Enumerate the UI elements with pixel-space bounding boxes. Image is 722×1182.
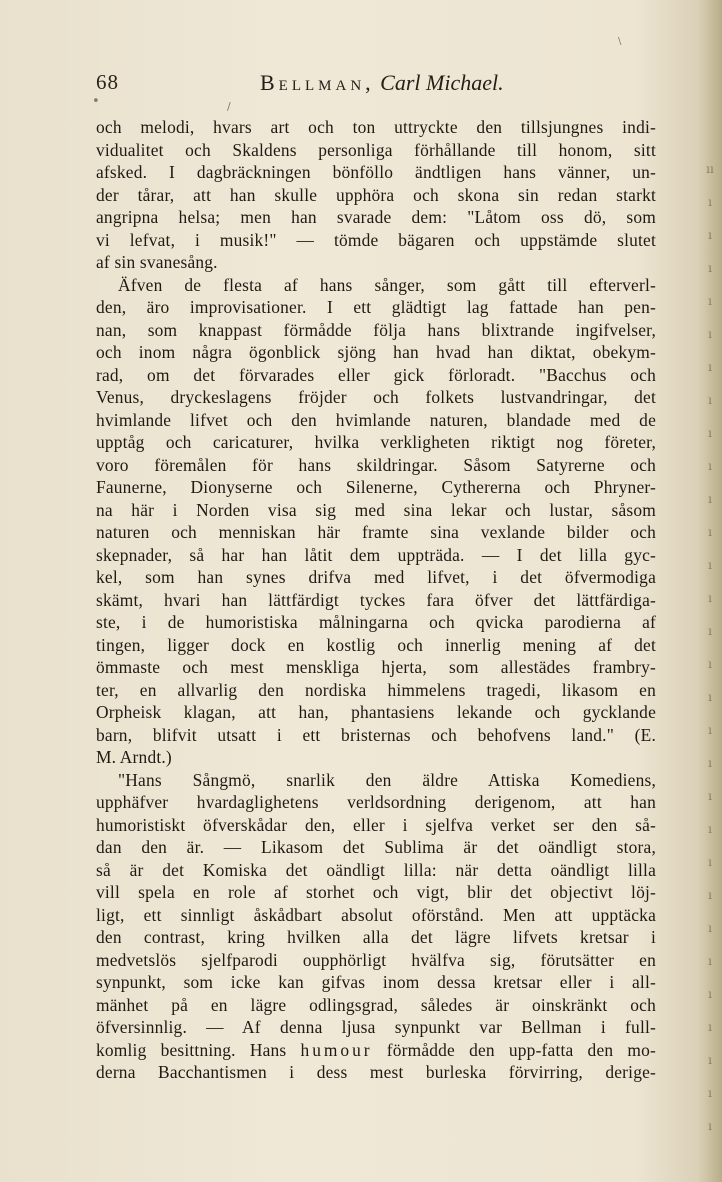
text-line: af sin svanesång. xyxy=(96,252,218,272)
text-line: ömmaste och mest menskliga hjerta, som allestädes frambry- xyxy=(96,657,656,677)
text-line: M. Arndt.) xyxy=(96,747,172,767)
text-line: angripna helsa; men han svarade dem: "Låtom oss dö, som xyxy=(96,207,656,227)
text-line: Venus, dryckeslagens fröjder och folkets lustvandringar, det xyxy=(96,387,656,407)
ink-speck: / xyxy=(227,100,231,113)
running-head xyxy=(260,70,504,96)
ink-speck: \ xyxy=(618,36,622,47)
text-line: skepnader, så har han låtit dem uppträda. — I det lilla gyc- xyxy=(96,544,656,565)
text-line: ste, i de humoristiska målningarna och qvicka parodierna af xyxy=(96,612,656,632)
text-line: synpunkt, som icke kan gifvas inom dessa kretsar eller i all- xyxy=(96,972,656,992)
text-line: barn, blifvit utsatt i ett bristernas och behofvens land." (E. xyxy=(96,724,656,745)
text-line: ter, en allvarlig den nordiska himmelens tragedi, likasom en xyxy=(96,679,656,700)
text-line: upphäfver hvardaglighetens verldsordning derigenom, att han xyxy=(96,792,656,812)
text-line: naturen och menniskan här framte sina vexlande bilder och xyxy=(96,522,656,542)
page-edge xyxy=(696,0,722,1182)
text-line: och inom några ögonblick sjöng han hvad han diktat, obekym- xyxy=(96,342,656,362)
running-head-surname: Bellman, xyxy=(260,70,375,95)
text-line: Faunerne, Dionyserne och Silenerne, Cythererna och Phryner- xyxy=(96,477,656,497)
text-line: derna Bacchantismen i dess mest burleska förvirring, derige- xyxy=(96,1062,656,1082)
text-line: rad, om det förvarades eller gick förloradt. "Bacchus och xyxy=(96,364,656,385)
text-line: den, äro improvisationer. I ett glädtigt lag fattade han pen- xyxy=(96,297,656,317)
text-line: vill spela en role af storhet och vigt, blir det objectivt löj- xyxy=(96,882,656,902)
ink-speck: • xyxy=(92,94,100,109)
text-line: vidualitet och Skaldens personliga förhållande till honom, sitt xyxy=(96,139,656,160)
text-segment: komlig besittning. Hans xyxy=(96,1039,301,1060)
text-line: Äfven de flesta af hans sånger, som gått till efterverl- xyxy=(118,274,656,295)
text-line: humoristiskt öfverskådar den, eller i sjelfva verket ser den så- xyxy=(96,814,656,835)
text-line: skämt, hvari han lättfärdigt tyckes fara öfver det lättfärdiga- xyxy=(96,589,656,610)
body-text xyxy=(96,116,656,1084)
text-line: hvimlande lifvet och den hvimlande naturen, blandade med de xyxy=(96,409,656,430)
emphasis-humour: humour xyxy=(300,1039,373,1060)
text-line: så är det Komiska det oändligt lilla: när detta oändligt lilla xyxy=(96,859,656,880)
text-line: vi lefvat, i musik!" — tömde bägaren och uppstämde slutet xyxy=(96,229,656,250)
text-line: ligt, ett sinnligt åskådbart absolut oförstånd. Men att upptäcka xyxy=(96,904,656,925)
text-line: Orpheisk klagan, att han, phantasiens lekande och gycklande xyxy=(96,702,656,722)
text-line: upptåg och caricaturer, hvilka verkligheten riktigt nog företer, xyxy=(96,432,656,452)
text-line: mänhet på en lägre odlingsgrad, således är oinskränkt och xyxy=(96,994,656,1015)
text-line: voro föremålen för hans skildringar. Såsom Satyrerne och xyxy=(96,454,656,475)
text-line: öfversinnlig. — Af denna ljusa synpunkt var Bellman i full- xyxy=(96,1017,656,1037)
text-line: kel, som han synes drifva med lifvet, i det öfvermodiga xyxy=(96,567,656,587)
text-line: den contrast, kring hvilken alla det lägre lifvets kretsar i xyxy=(96,927,656,947)
text-line: dan den är. — Likasom det Sublima är det oändligt stora, xyxy=(96,837,656,857)
text-line: na här i Norden visa sig med sina lekar och lustar, såsom xyxy=(96,499,656,520)
text-line: afsked. I dagbräckningen bönföllo ändtligen hans vänner, un- xyxy=(96,162,656,182)
bleed-through-marks: ıı ı ı ı ı ı ı ı ı ı ı ı ı ı ı ı ı ı ı ı ı ı ı ı ı ı ı ı ı ı xyxy=(706,162,714,1133)
text-segment: förmådde den upp-fatta den mo- xyxy=(372,1039,656,1060)
text-line: "Hans Sångmö, snarlik den äldre Attiska Komediens, xyxy=(118,769,656,790)
text-line: tingen, ligger dock en kostlig och innerlig mening af det xyxy=(96,634,656,655)
text-line: der tårar, att han skulle upphöra och skona sin redan starkt xyxy=(96,184,656,205)
text-line: nan, som knappast förmådde följa hans blixtrande ingifvelser, xyxy=(96,319,656,340)
text-line xyxy=(96,1039,656,1062)
running-head-given-name: Carl Michael. xyxy=(380,70,504,95)
page-number: 68 xyxy=(96,70,119,94)
text-line: och melodi, hvars art och ton uttryckte den tillsjungnes indi- xyxy=(96,117,656,137)
page-header xyxy=(96,70,656,104)
text-line: medvetslös sjelfparodi oupphörligt hvälfva sig, förutsätter en xyxy=(96,949,656,970)
